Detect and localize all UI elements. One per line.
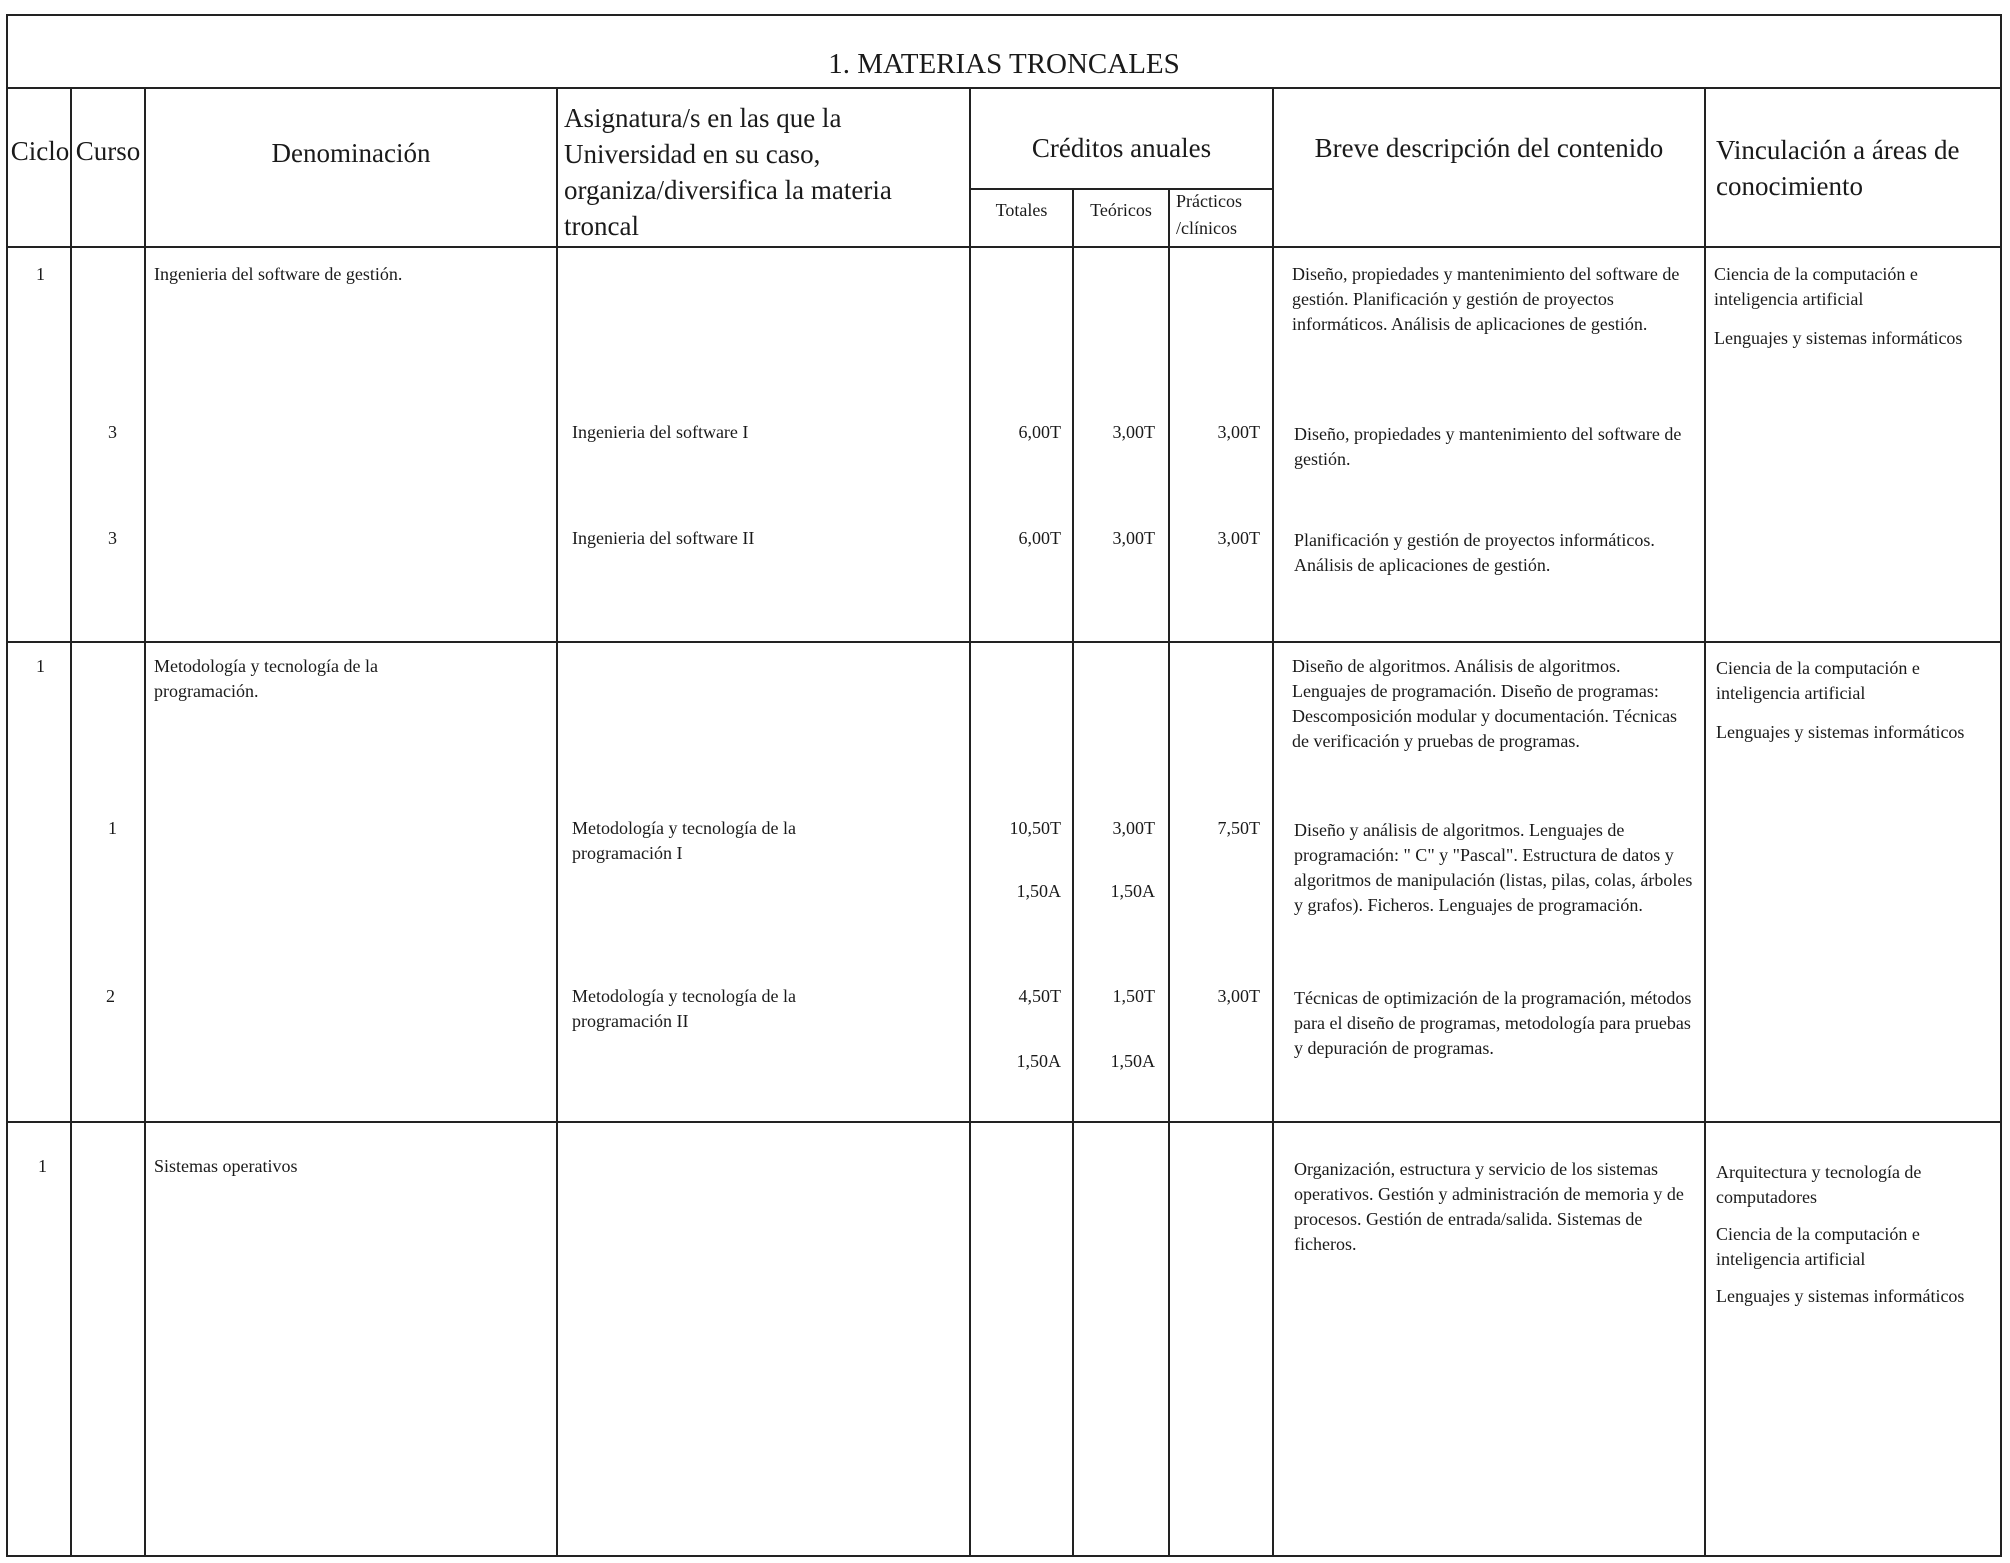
subject-descripcion: Técnicas de optimización de la programación, métodos para el diseño de programas, metodología para pruebas y depuración de programas. bbox=[1294, 988, 1692, 1058]
col-divider bbox=[70, 87, 72, 1557]
header-asignaturas: Asignatura/s en las que la Universidad en su caso, organiza/diversifica la materia troncal bbox=[564, 103, 892, 241]
subject-extra-totales: 1,50A bbox=[1016, 881, 1061, 901]
group-denominacion: Ingenieria del software de gestión. bbox=[154, 264, 403, 284]
subject-totales: 6,00T bbox=[1018, 422, 1061, 442]
subject-extra-teoricos: 1,50A bbox=[1110, 881, 1155, 901]
area-item: Ciencia de la computación e inteligencia artificial bbox=[1716, 1224, 1920, 1269]
subject-curso: 3 bbox=[108, 422, 117, 442]
subject-name: Ingenieria del software I bbox=[572, 422, 749, 442]
table-title: 1. MATERIAS TRONCALES bbox=[828, 48, 1180, 80]
title-box bbox=[6, 14, 2002, 89]
header-teoricos: Teóricos bbox=[1090, 200, 1152, 220]
subject-teoricos: 3,00T bbox=[1112, 422, 1155, 442]
group-ciclo: 1 bbox=[36, 264, 45, 284]
header-descripcion: Breve descripción del contenido bbox=[1314, 133, 1664, 163]
group-divider bbox=[6, 1121, 2002, 1123]
col-divider bbox=[1272, 87, 1274, 1557]
col-divider bbox=[144, 87, 146, 1557]
subject-practicos: 7,50T bbox=[1217, 818, 1260, 838]
subject-curso: 2 bbox=[106, 986, 115, 1006]
area-item: Arquitectura y tecnología de computadores bbox=[1716, 1162, 1922, 1207]
group-denominacion: Sistemas operativos bbox=[154, 1156, 298, 1176]
subject-teoricos: 3,00T bbox=[1112, 818, 1155, 838]
subject-curso: 3 bbox=[108, 528, 117, 548]
col-divider bbox=[556, 87, 558, 1557]
col-divider bbox=[1072, 190, 1074, 1557]
header-denominacion: Denominación bbox=[271, 138, 431, 168]
area-item: Lenguajes y sistemas informáticos bbox=[1716, 722, 1965, 742]
subject-practicos: 3,00T bbox=[1217, 528, 1260, 548]
header-curso: Curso bbox=[75, 136, 141, 166]
header-vinculacion: Vinculación a áreas de conocimiento bbox=[1716, 135, 1960, 201]
col-divider bbox=[1168, 190, 1170, 1557]
subject-totales: 4,50T bbox=[1018, 986, 1061, 1006]
subject-descripcion: Diseño, propiedades y mantenimiento del software de gestión. bbox=[1294, 424, 1682, 469]
subject-teoricos: 3,00T bbox=[1112, 528, 1155, 548]
subject-practicos: 3,00T bbox=[1217, 986, 1260, 1006]
header-creditos: Créditos anuales bbox=[1031, 133, 1212, 163]
subject-extra-totales: 1,50A bbox=[1016, 1051, 1061, 1071]
subject-curso: 1 bbox=[108, 818, 117, 838]
group-descripcion: Diseño, propiedades y mantenimiento del software de gestión. Planificación y gestión de proyectos informáticos. Análisis de aplicaciones de gestión. bbox=[1292, 264, 1680, 334]
subject-totales: 10,50T bbox=[1009, 818, 1061, 838]
area-item: Lenguajes y sistemas informáticos bbox=[1716, 1286, 1965, 1306]
area-item: Ciencia de la computación e inteligencia artificial bbox=[1716, 658, 1920, 703]
group-descripcion: Organización, estructura y servicio de los sistemas operativos. Gestión y administración de memoria y de procesos. Gestión de entrada/salida. Sistemas de ficheros. bbox=[1294, 1159, 1684, 1254]
group-descripcion: Diseño de algoritmos. Análisis de algoritmos. Lenguajes de programación. Diseño de programas: Descomposición modular y documentación. Técnicas de verificación y pruebas de programas. bbox=[1292, 656, 1678, 751]
subject-totales: 6,00T bbox=[1018, 528, 1061, 548]
area-item: Lenguajes y sistemas informáticos bbox=[1714, 328, 1963, 348]
subject-name: Metodología y tecnología de la programación II bbox=[572, 986, 796, 1031]
header-bottom-rule bbox=[6, 246, 2002, 248]
subject-name: Metodología y tecnología de la programación I bbox=[572, 818, 796, 863]
col-divider bbox=[969, 87, 971, 1557]
subject-descripcion: Diseño y análisis de algoritmos. Lenguajes de programación: " C" y "Pascal". Estructura de datos y algoritmos de manipulación (listas, pilas, colas, árboles y grafos). Ficheros. Lenguajes de programación. bbox=[1294, 820, 1693, 915]
area-item: Ciencia de la computación e inteligencia artificial bbox=[1714, 264, 1918, 309]
header-ciclo: Ciclo bbox=[10, 136, 70, 166]
header-practicos: Prácticos /clínicos bbox=[1176, 191, 1242, 238]
subject-descripcion: Planificación y gestión de proyectos informáticos. Análisis de aplicaciones de gestión. bbox=[1294, 530, 1655, 575]
subject-extra-teoricos: 1,50A bbox=[1110, 1051, 1155, 1071]
group-denominacion: Metodología y tecnología de la programación. bbox=[154, 656, 378, 701]
subject-teoricos: 1,50T bbox=[1112, 986, 1155, 1006]
header-totales: Totales bbox=[995, 200, 1048, 220]
subject-name: Ingenieria del software II bbox=[572, 528, 755, 548]
col-divider bbox=[1704, 87, 1706, 1557]
group-ciclo: 1 bbox=[36, 656, 45, 676]
group-ciclo: 1 bbox=[38, 1156, 47, 1176]
subject-practicos: 3,00T bbox=[1217, 422, 1260, 442]
group-divider bbox=[6, 641, 2002, 643]
